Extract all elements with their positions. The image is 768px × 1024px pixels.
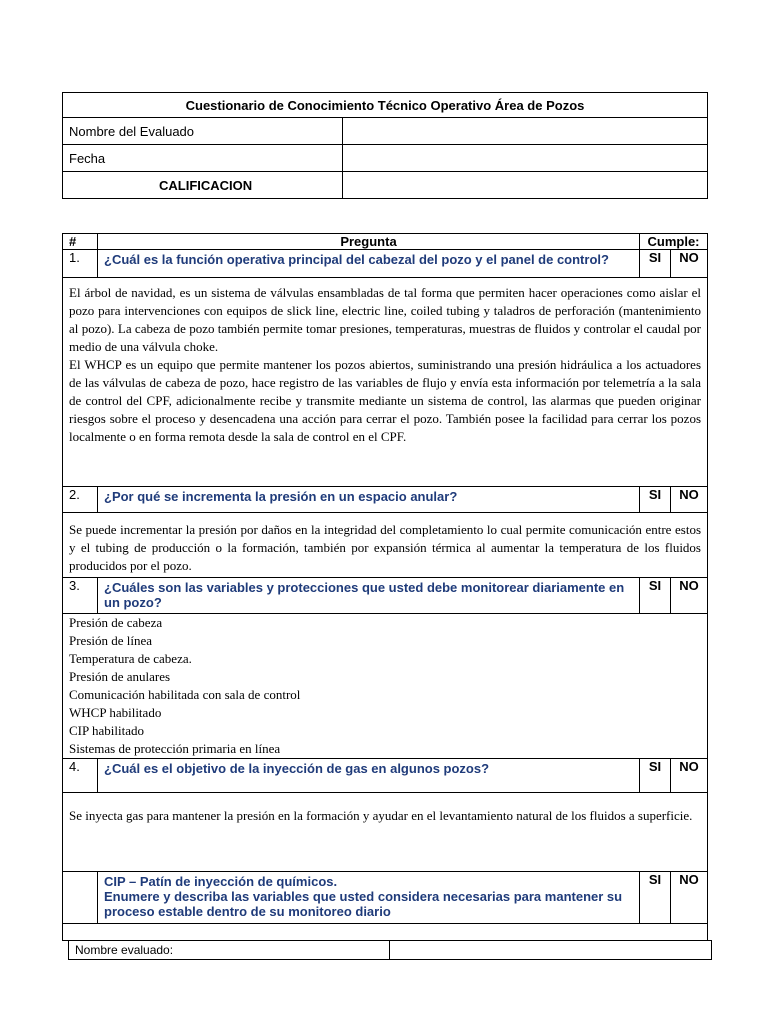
answer-list: [63, 614, 708, 759]
answer-row: [63, 614, 708, 759]
list-item: Presión de cabeza: [69, 615, 163, 630]
si-checkbox[interactable]: SI: [640, 250, 671, 278]
answer-text: Se inyecta gas para mantener la presión en la formación y ayudar en el levantamiento natural de los fluidos a superficie.: [63, 793, 708, 872]
question-number: 2.: [63, 487, 98, 513]
list-item: Sistemas de protección primaria en línea: [69, 741, 281, 756]
list-item: Comunicación habilitada con sala de control: [69, 687, 301, 702]
question-row: [63, 872, 708, 924]
header-table: [62, 92, 708, 199]
answer-row: [63, 793, 708, 872]
question-number: 3.: [63, 578, 98, 614]
list-item: Temperatura de cabeza.: [69, 651, 192, 666]
si-checkbox[interactable]: SI: [640, 759, 671, 793]
question-number: [63, 872, 98, 924]
questionnaire-table: [62, 233, 708, 941]
list-item: CIP habilitado: [69, 723, 144, 738]
fecha-label: Fecha: [63, 145, 343, 172]
list-item: WHCP habilitado: [69, 705, 162, 720]
no-checkbox[interactable]: NO: [671, 487, 708, 513]
question-row: [63, 578, 708, 614]
col-num-header: #: [63, 234, 98, 250]
question-row: [63, 250, 708, 278]
question-text: ¿Cuál es el objetivo de la inyección de gas en algunos pozos?: [98, 759, 640, 793]
question-text: [98, 872, 640, 924]
question-row: [63, 759, 708, 793]
evaluado-label: Nombre del Evaluado: [63, 118, 343, 145]
answer-paragraph: El WHCP es un equipo que permite mantener los pozos abiertos, suministrando una presión hidráulica a los actuadores de las válvulas de cabeza de pozo, hace registro de las variables de flujo y envía esta información por telemetría a la sala de control del CPF, adicionalmente recibe y transmite mediante un sistema de control, las alarmas que pueden originar riesgos sobre el proceso y desencadena una acción para cerrar el pozo. También posee la facilidad para cerrar los pozos localmente o en forma remota desde la sala de control en el CPF.: [69, 357, 701, 444]
fecha-field[interactable]: [343, 145, 708, 172]
si-checkbox[interactable]: SI: [640, 578, 671, 614]
question-instructions: Enumere y describa las variables que usted considera necesarias para mantener su proceso estable dentro de su monitoreo diario: [104, 889, 623, 919]
question-subtitle: CIP – Patín de inyección de químicos.: [104, 874, 338, 889]
question-row: [63, 487, 708, 513]
table-header-row: [63, 234, 708, 250]
list-item: Presión de anulares: [69, 669, 171, 684]
no-checkbox[interactable]: NO: [671, 578, 708, 614]
answer-paragraph: El árbol de navidad, es un sistema de válvulas ensambladas de tal forma que permiten hacer operaciones como aislar el pozo para intervenciones con equipos de slick line, electric line, coiled tubing y taladros de perforación (mantenimiento al pozo). La cabeza de pozo también permite tomar presiones, temperaturas, muestras de fluidos y controlar el caudal por medio de una válvula choke.: [69, 285, 701, 354]
nombre-evaluado-label: Nombre evaluado:: [69, 941, 390, 960]
calificacion-field[interactable]: [343, 172, 708, 199]
si-checkbox[interactable]: SI: [640, 487, 671, 513]
question-text: ¿Cuál es la función operativa principal del cabezal del pozo y el panel de control?: [98, 250, 640, 278]
no-checkbox[interactable]: NO: [671, 759, 708, 793]
list-item: Presión de línea: [69, 633, 153, 648]
no-checkbox[interactable]: NO: [671, 250, 708, 278]
answer-field[interactable]: [63, 924, 708, 941]
document-title: Cuestionario de Conocimiento Técnico Operativo Área de Pozos: [63, 93, 708, 118]
answer-text: Se puede incrementar la presión por daños en la integridad del completamiento lo cual permite comunicación entre estos y el tubing de producción o la formación, también por expansión térmica al aumentar la temperatura de los fluidos producidos por el pozo.: [63, 513, 708, 578]
answer-text: [63, 278, 708, 487]
question-number: 1.: [63, 250, 98, 278]
question-text: ¿Cuáles son las variables y protecciones que usted debe monitorear diariamente en un pozo?: [98, 578, 640, 614]
evaluado-field[interactable]: [343, 118, 708, 145]
calificacion-label: CALIFICACION: [63, 172, 343, 199]
answer-row: [63, 278, 708, 487]
footer-table: [68, 940, 712, 960]
question-number: 4.: [63, 759, 98, 793]
nombre-evaluado-field[interactable]: [390, 941, 712, 960]
answer-row: [63, 924, 708, 941]
no-checkbox[interactable]: NO: [671, 872, 708, 924]
answer-row: [63, 513, 708, 578]
col-pregunta-header: Pregunta: [98, 234, 640, 250]
col-cumple-header: Cumple:: [640, 234, 708, 250]
question-text: ¿Por qué se incrementa la presión en un espacio anular?: [98, 487, 640, 513]
si-checkbox[interactable]: SI: [640, 872, 671, 924]
